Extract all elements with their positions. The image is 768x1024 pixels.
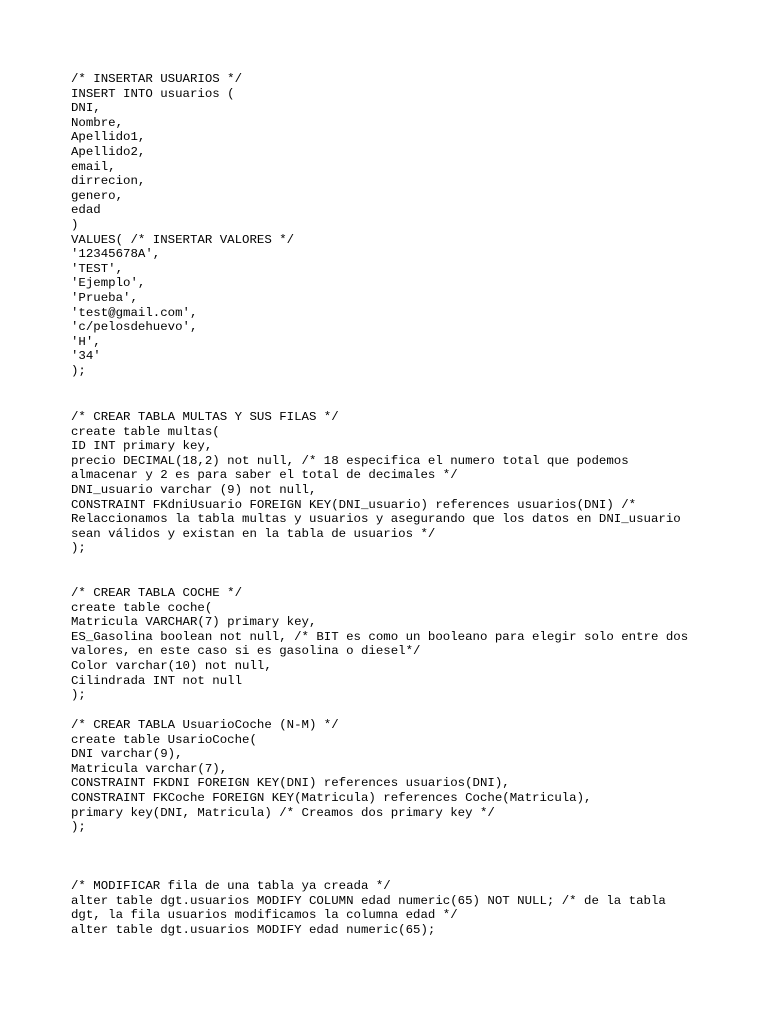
code-line: genero, (71, 188, 124, 203)
create-usuariocoche-block (71, 718, 711, 835)
code-line: /* CREAR TABLA MULTAS Y SUS FILAS */ (71, 410, 339, 424)
code-line: email, (71, 159, 116, 174)
code-line: Relaccionamos la tabla multas y usuarios y asegurando que los datos en DNI_usuario (71, 512, 681, 527)
code-line: CONSTRAINT FKCoche FOREIGN KEY(Matricula) references Coche(Matricula), (71, 790, 592, 805)
code-line: VALUES( /* INSERTAR VALORES */ (71, 232, 295, 247)
code-line: /* MODIFICAR fila de una tabla ya creada */ (71, 879, 391, 893)
code-line: 'test@gmail.com', (71, 305, 198, 320)
code-line: ); (71, 820, 86, 835)
code-line: /* CREAR TABLA UsuarioCoche (N-M) */ (71, 718, 339, 732)
code-line: ES_Gasolina boolean not null, /* BIT es como un booleano para elegir solo entre dos (71, 629, 689, 644)
code-line: create table coche( (71, 600, 213, 615)
code-line: DNI_usuario varchar (9) not null, (71, 482, 317, 497)
code-line: ) (71, 217, 79, 232)
code-line: 'Prueba', (71, 290, 138, 305)
code-line: 'c/pelosdehuevo', (71, 320, 198, 335)
code-line: ); (71, 688, 86, 703)
code-line: primary key(DNI, Matricula) /* Creamos dos primary key */ (71, 805, 495, 820)
code-line: Nombre, (71, 115, 124, 130)
code-line: precio DECIMAL(18,2) not null, /* 18 especifica el numero total que podemos (71, 453, 629, 468)
code-line: Apellido1, (71, 130, 146, 145)
code-line: dirrecion, (71, 174, 146, 189)
code-line: alter table dgt.usuarios MODIFY edad numeric(65); (71, 922, 436, 937)
code-line: '12345678A', (71, 247, 161, 262)
code-line: DNI, (71, 101, 101, 116)
code-line: '34' (71, 349, 101, 364)
code-line: Color varchar(10) not null, (71, 658, 272, 673)
code-line: INSERT INTO usuarios ( (71, 86, 235, 101)
code-line: edad (71, 203, 101, 218)
code-line: ); (71, 541, 86, 556)
code-line: /* INSERTAR USUARIOS */ (71, 72, 243, 86)
code-line: DNI varchar(9), (71, 747, 183, 762)
code-line: CONSTRAINT FKdniUsuario FOREIGN KEY(DNI_usuario) references usuarios(DNI) /* (71, 497, 637, 512)
code-line: Matricula varchar(7), (71, 761, 228, 776)
code-line: create table multas( (71, 424, 220, 439)
code-line: valores, en este caso si es gasolina o diesel*/ (71, 644, 421, 659)
code-line: 'Ejemplo', (71, 276, 146, 291)
code-line: almacenar y 2 es para saber el total de decimales */ (71, 468, 458, 483)
code-line: /* CREAR TABLA COCHE */ (71, 586, 243, 600)
code-line: 'TEST', (71, 261, 124, 276)
insert-usuarios-block (71, 72, 711, 378)
code-line: sean válidos y existan en la tabla de usuarios */ (71, 526, 436, 541)
code-line: create table UsarioCoche( (71, 732, 257, 747)
code-line: CONSTRAINT FKDNI FOREIGN KEY(DNI) references usuarios(DNI), (71, 776, 510, 791)
code-line: Cilindrada INT not null (71, 673, 243, 688)
alter-table-block (71, 879, 711, 937)
code-line: 'H', (71, 334, 101, 349)
code-line: Apellido2, (71, 144, 146, 159)
code-line: Matricula VARCHAR(7) primary key, (71, 615, 317, 630)
code-line: ID INT primary key, (71, 439, 213, 454)
create-multas-block (71, 410, 711, 556)
code-line: alter table dgt.usuarios MODIFY COLUMN edad numeric(65) NOT NULL; /* de la tabla (71, 893, 666, 908)
create-coche-block (71, 586, 711, 703)
code-line: dgt, la fila usuarios modificamos la columna edad */ (71, 908, 458, 923)
code-line: ); (71, 363, 86, 378)
